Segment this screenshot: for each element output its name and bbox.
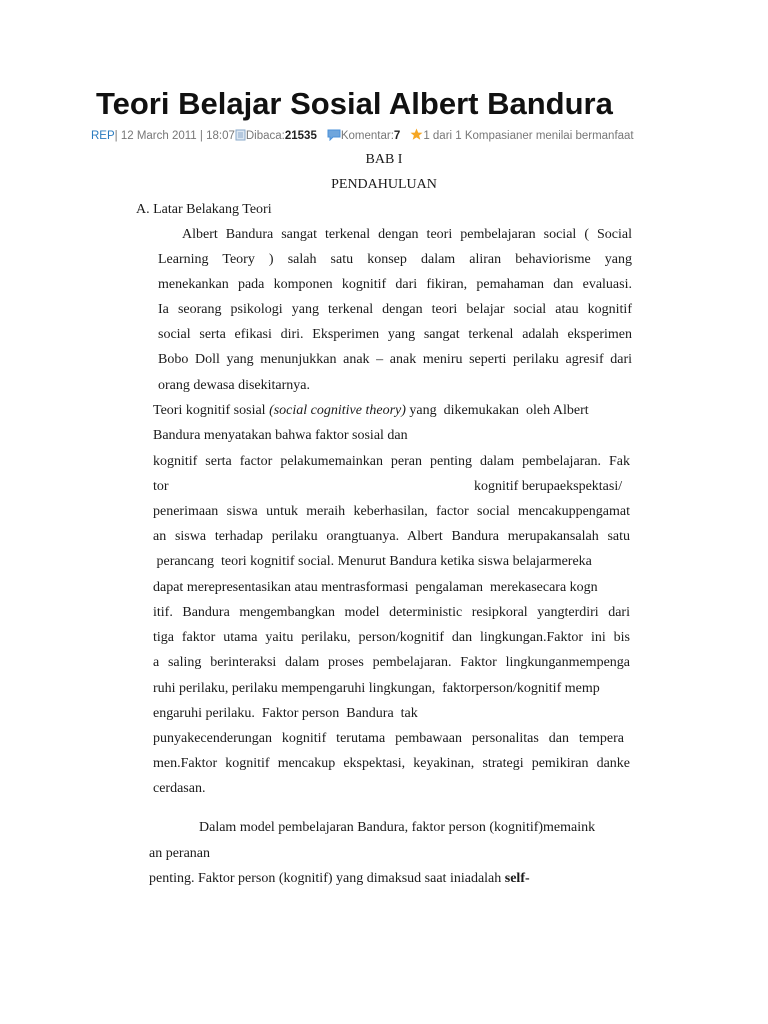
speech-bubble-icon [327, 129, 341, 144]
star-icon[interactable] [410, 128, 423, 144]
paragraph-line: engaruhi perilaku. Faktor person Bandura tak [153, 706, 418, 721]
text-run: penting. Faktor person (kognitif) yang dimaksud saat iniadalah [149, 871, 505, 886]
paragraph-line: menekankan pada komponen kognitif dari fikiran, pemahaman dan evaluasi. [158, 277, 632, 292]
paragraph-line: tiga faktor utama yaitu perilaku, person/kognitif dan lingkungan.Faktor ini bis [153, 630, 630, 645]
paragraph-line: an peranan [149, 846, 211, 861]
text-run: yang dikemukakan oleh Albert [405, 403, 589, 418]
paragraph-line: dapat merepresentasikan atau mentrasformasi pengalaman merekasecara kogn [153, 580, 598, 595]
paragraph-line [149, 870, 530, 888]
paragraph-line: itif. Bandura mengembangkan model deterministic resipkoral yangterdiri dari [153, 605, 630, 620]
paragraph-line: cerdasan. [153, 781, 206, 796]
read-label: Dibaca: [245, 130, 285, 142]
paragraph-line: Bobo Doll yang menunjukkan anak – anak meniru seperti perilaku agresif dari [158, 352, 632, 367]
italic-term: (social cognitive theory) [269, 403, 406, 418]
text-run: Teori kognitif sosial [153, 403, 270, 418]
paragraph-line: perancang teori kognitif social. Menurut Bandura ketika siswa belajarmereka [153, 554, 592, 569]
paragraph-line: Ia seorang psikologi yang terkenal dengan teori belajar social atau kognitif [158, 302, 632, 317]
author-link[interactable]: REP [91, 130, 115, 142]
bold-term: self- [504, 871, 530, 886]
article-title: Teori Belajar Sosial Albert Bandura [96, 86, 613, 121]
paragraph-line: orang dewasa disekitarnya. [158, 378, 310, 393]
article-meta [91, 128, 634, 144]
paragraph-line: punyakecenderungan kognitif terutama pembawaan personalitas dan tempera [153, 731, 624, 746]
paragraph-line [153, 402, 589, 420]
paragraph-line: Albert Bandura sangat terkenal dengan teori pembelajaran social ( Social [182, 227, 632, 242]
date-time: | 12 March 2011 | 18:07 [114, 130, 235, 142]
comment-label[interactable]: Komentar: [340, 130, 394, 142]
paragraph-fragment: kognitif berupaekspektasi/ [474, 479, 623, 494]
page-icon [235, 129, 246, 144]
paragraph-line: social serta efikasi diri. Eksperimen yang sangat terkenal adalah eksperimen [158, 327, 632, 342]
paragraph-line: ruhi perilaku, perilaku mempengaruhi lingkungan, faktorperson/kognitif memp [153, 681, 600, 696]
paragraph-line: penerimaan siswa untuk meraih keberhasilan, factor social mencakuppengamat [153, 504, 630, 519]
paragraph-line: men.Faktor kognitif mencakup ekspektasi, keyakinan, strategi pemikiran danke [153, 756, 630, 771]
chapter-title: PENDAHULUAN [331, 177, 437, 192]
comment-count[interactable]: 7 [393, 130, 401, 142]
paragraph-line: Learning Teory ) salah satu konsep dalam aliran behaviorisme yang [158, 252, 632, 267]
paragraph-fragment: tor [153, 479, 169, 494]
paragraph-line: Dalam model pembelajaran Bandura, faktor person (kognitif)memaink [199, 820, 596, 835]
read-count: 21535 [284, 130, 317, 142]
paragraph-line: Bandura menyatakan bahwa faktor sosial dan [153, 428, 408, 443]
paragraph-line: an siswa terhadap perilaku orangtuanya. Albert Bandura merupakansalah satu [153, 529, 630, 544]
rating-text: 1 dari 1 Kompasianer menilai bermanfaat [423, 130, 634, 142]
section-heading: A. Latar Belakang Teori [136, 202, 272, 217]
chapter-number: BAB I [365, 152, 403, 167]
paragraph-line: kognitif serta factor pelakumemainkan peran penting dalam pembelajaran. Fak [153, 454, 630, 469]
paragraph-line: a saling berinteraksi dalam proses pembelajaran. Faktor lingkunganmempenga [153, 655, 630, 670]
